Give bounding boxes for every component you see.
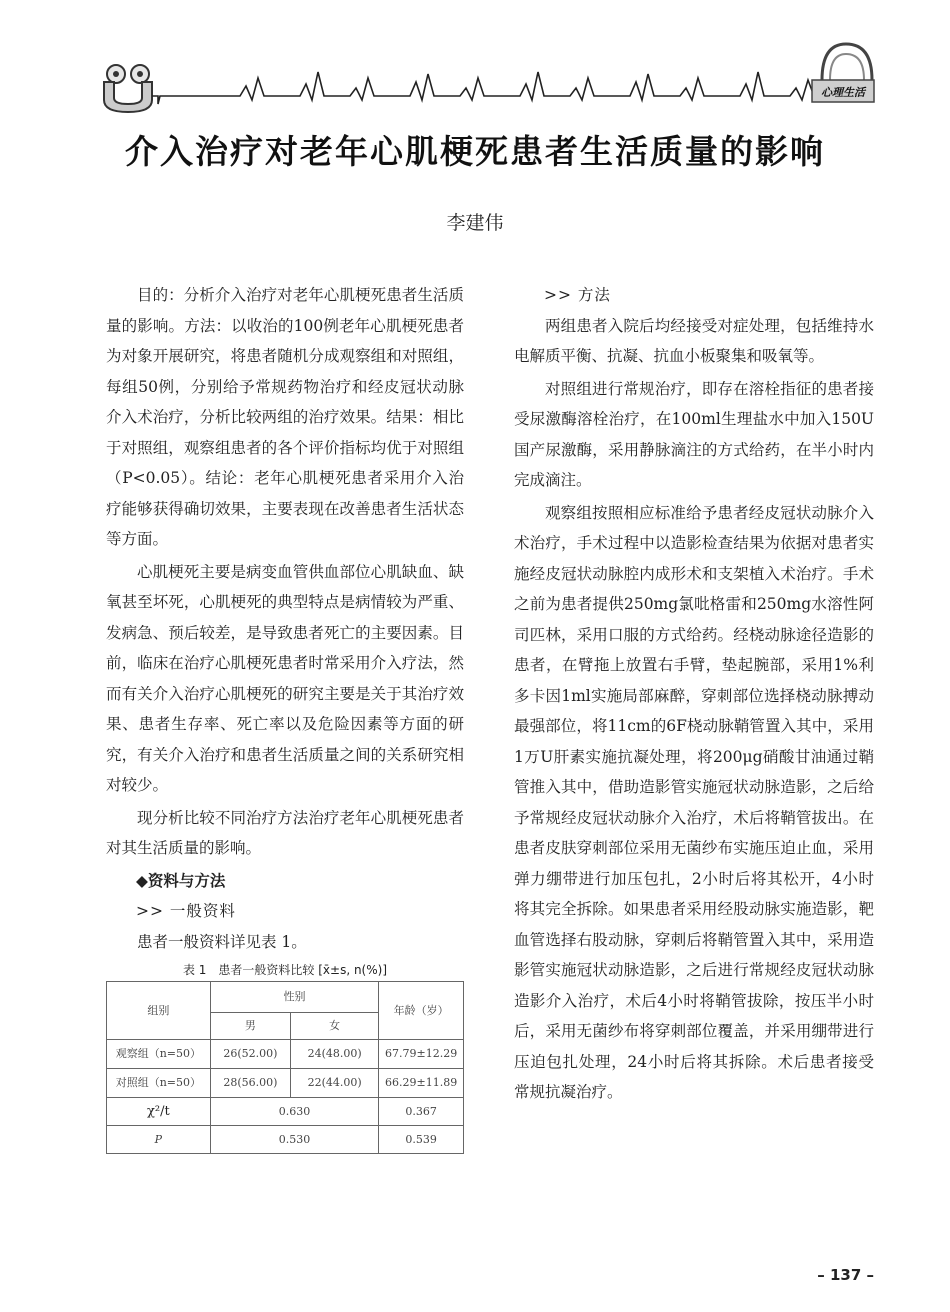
- general-data-table: [106, 981, 464, 1154]
- article-title: 介入治疗对老年心肌梗死患者生活质量的影响: [125, 132, 825, 171]
- table-cell-male: 28(56.00): [210, 1069, 290, 1098]
- table-header-sex: 性别: [210, 982, 379, 1013]
- table-cell-female: 22(44.00): [291, 1069, 379, 1098]
- table-row-p: [107, 1126, 464, 1154]
- table-cell-female: 24(48.00): [291, 1040, 379, 1069]
- article-author: 李建伟: [446, 212, 504, 234]
- table-header-male: 男: [210, 1013, 290, 1040]
- table-cell-p-sex: 0.530: [210, 1126, 379, 1154]
- intro-paragraph-1: 心肌梗死主要是病变血管供血部位心肌缺血、缺氧甚至坏死，心肌梗死的典型特点是病情较为严重、发病急、预后较差，是导致患者死亡的主要因素。目前，临床在治疗心肌梗死患者时常采用介入疗法，然而有关介入治疗心肌梗死的研究主要是关于其治疗效果、患者生存率、死亡率以及危险因素等方面的研究，有关介入治疗和患者生活质量之间的关系研究相对较少。: [106, 562, 464, 794]
- page-header: [0, 0, 950, 130]
- table-cell-p-age: 0.539: [379, 1126, 464, 1154]
- right-column: [514, 280, 874, 1110]
- table-row-chi: [107, 1098, 464, 1126]
- header-ecg-banner: [0, 0, 950, 130]
- method-paragraph-1: 两组患者入院后均经接受对症处理，包括维持水电解质平衡、抗凝、抗血小板聚集和吸氧等。: [514, 316, 874, 365]
- method-paragraph-3: 观察组按照相应标准给予患者经皮冠状动脉介入术治疗，手术过程中以造影检查结果为依据对患者实施经皮冠状动脉腔内成形术和支架植入术治疗。手术之前为患者提供250mg氯吡格雷和250mg水溶性阿司匹林，采用口服的方式给药。经桡动脉途径造影的患者，在臂拖上放置右手臂，垫起腕部，采用1%利多卡因1ml实施局部麻醉，穿刺部位选择桡动脉搏动最强部位，将11cm的6F桡动脉鞘管置入其中，采用1万U肝素实施抗凝处理，将200μg硝酸甘油通过鞘管推入其中，借助造影管实施冠状动脉造影，之后给予常规经皮冠状动脉介入治疗，术后将鞘管拔出。在患者皮肤穿刺部位采用无菌纱布实施压迫止血，采用弹力绷带进行加压包扎，2小时后将其松开，4小时将其完全拆除。如果患者采用经股动脉实施造影，靶血管选择右股动脉，穿刺后将鞘管置入其中，采用造影管实施冠状动脉造影，之后进行常规经皮冠状动脉造影介入治疗，术后4小时将鞘管拔除，按压半小时后，采用无菌纱布将穿刺部位覆盖，并采用绷带进行压迫包扎处理，24小时后将其拆除。术后患者接受常规抗凝治疗。: [514, 503, 874, 1101]
- subheading-method: >> 方法: [544, 286, 611, 304]
- table-caption: 表 1 患者一般资料比较 [x̄±s, n(%)]: [182, 963, 388, 977]
- table-cell-chi-age: 0.367: [379, 1098, 464, 1126]
- table-cell-age: 67.79±12.29: [379, 1040, 464, 1069]
- table-header-age: 年龄（岁）: [379, 982, 464, 1040]
- table-cell-group: 观察组（n=50）: [107, 1040, 211, 1069]
- table-cell-group: 对照组（n=50）: [107, 1069, 211, 1098]
- table-cell-male: 26(52.00): [210, 1040, 290, 1069]
- table-cell-p-label: P: [107, 1126, 211, 1154]
- table-reference-paragraph: 患者一般资料详见表 1。: [137, 932, 307, 951]
- method-paragraph-2: 对照组进行常规治疗，即存在溶栓指征的患者接受尿激酶溶栓治疗，在100ml生理盐水中加入150U国产尿激酶，采用静脉滴注的方式给药，在半小时内完成滴注。: [514, 379, 874, 489]
- page-number: – 137 –: [817, 1266, 874, 1284]
- table-cell-chi-sex: 0.630: [210, 1098, 379, 1126]
- column-label: 心理生活: [821, 86, 865, 99]
- section-heading-materials: ◆资料与方法: [136, 871, 226, 890]
- column-badge: [812, 44, 874, 102]
- table-cell-age: 66.29±11.89: [379, 1069, 464, 1098]
- table-row: [107, 1069, 464, 1098]
- table-row: [107, 1040, 464, 1069]
- intro-paragraph-2: 现分析比较不同治疗方法治疗老年心肌梗死患者对其生活质量的影响。: [106, 808, 464, 857]
- table-header-group: 组别: [107, 982, 211, 1040]
- abstract-paragraph: 目的：分析介入治疗对老年心肌梗死患者生活质量的影响。方法：以收治的100例老年心肌梗死患者为对象开展研究，将患者随机分成观察组和对照组，每组50例，分别给予常规药物治疗和经皮冠状动脉介入术治疗，分析比较两组的治疗效果。结果：相比于对照组，观察组患者的各个评价指标均优于对照组（P<0.05）。结论：老年心肌梗死患者采用介入治疗能够获得确切效果，主要表现在改善患者生活状态等方面。: [106, 286, 464, 548]
- left-column: [106, 280, 464, 1154]
- logo-u-icon: [104, 65, 152, 112]
- table-header-female: 女: [291, 1013, 379, 1040]
- subheading-general: >> 一般资料: [136, 902, 236, 920]
- table-cell-chi-label: χ²/t: [107, 1098, 211, 1126]
